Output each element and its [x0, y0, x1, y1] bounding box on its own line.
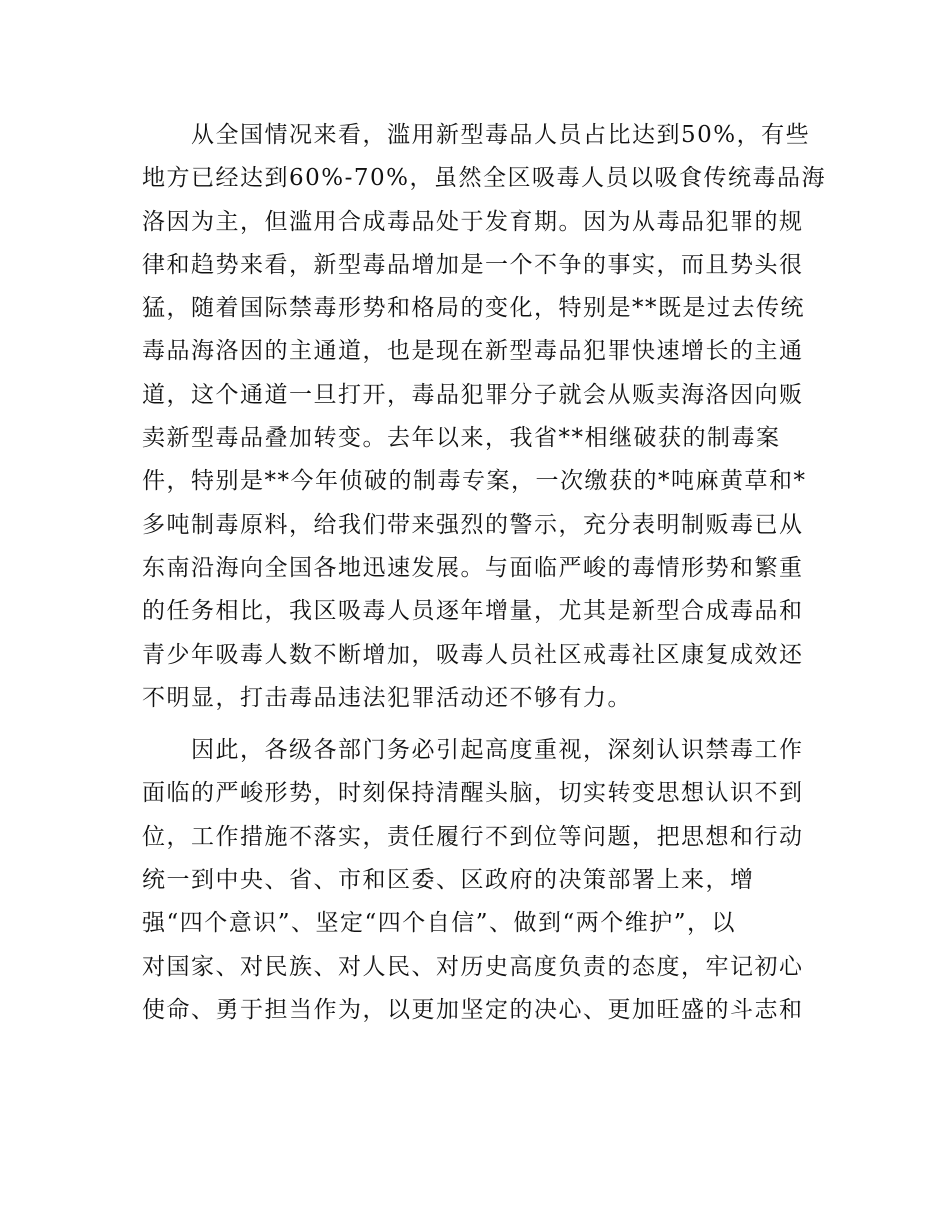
paragraph-1	[142, 114, 827, 720]
text-line: 强“四个意识”、坚定“四个自信”、做到“两个维护”，以	[142, 910, 737, 937]
text-line: 猛，随着国际禁毒形势和格局的变化，特别是**既是过去传统	[142, 295, 805, 322]
text-line: 统一到中央、省、市和区委、区政府的决策部署上来，增	[142, 867, 755, 894]
text-line: 件，特别是**今年侦破的制毒专案，一次缴获的*吨麻黄草和*	[142, 468, 807, 495]
text-line: 洛因为主，但滥用合成毒品处于发育期。因为从毒品犯罪的规	[142, 208, 804, 235]
text-line: 位，工作措施不落实，责任履行不到位等问题，把思想和行动	[142, 823, 804, 850]
text-line: 卖新型毒品叠加转变。去年以来，我省**相继破获的制毒案	[142, 425, 781, 452]
text-line: 不明显，打击毒品违法犯罪活动还不够有力。	[142, 684, 632, 711]
text-line: 东南沿海向全国各地迅速发展。与面临严峻的毒情形势和繁重	[142, 554, 804, 581]
text-line: 毒品海洛因的主通道，也是现在新型毒品犯罪快速增长的主通	[142, 338, 804, 365]
text-line: 多吨制毒原料，给我们带来强烈的警示，充分表明制贩毒已从	[142, 511, 804, 538]
text-line: 律和趋势来看，新型毒品增加是一个不争的事实，而且势头很	[142, 251, 804, 278]
paragraph-2	[142, 729, 808, 1032]
paragraph-spacer	[142, 720, 808, 729]
text-line: 地方已经达到60%-70%，虽然全区吸毒人员以吸食传统毒品海	[142, 165, 827, 192]
document-body	[142, 114, 827, 1032]
text-line: 因此，各级各部门务必引起高度重视，深刻认识禁毒工作	[142, 737, 804, 764]
text-line: 对国家、对民族、对人民、对历史高度负责的态度，牢记初心	[142, 953, 804, 980]
text-line: 面临的严峻形势，时刻保持清醒头脑，切实转变思想认识不到	[142, 780, 804, 807]
text-line: 道，这个通道一旦打开，毒品犯罪分子就会从贩卖海洛因向贩	[142, 381, 804, 408]
text-line: 的任务相比，我区吸毒人员逐年增量，尤其是新型合成毒品和	[142, 598, 804, 625]
text-line: 从全国情况来看，滥用新型毒品人员占比达到50%，有些	[142, 122, 811, 148]
text-line: 青少年吸毒人数不断增加，吸毒人员社区戒毒社区康复成效还	[142, 641, 804, 668]
text-line: 使命、勇于担当作为，以更加坚定的决心、更加旺盛的斗志和	[142, 996, 804, 1023]
